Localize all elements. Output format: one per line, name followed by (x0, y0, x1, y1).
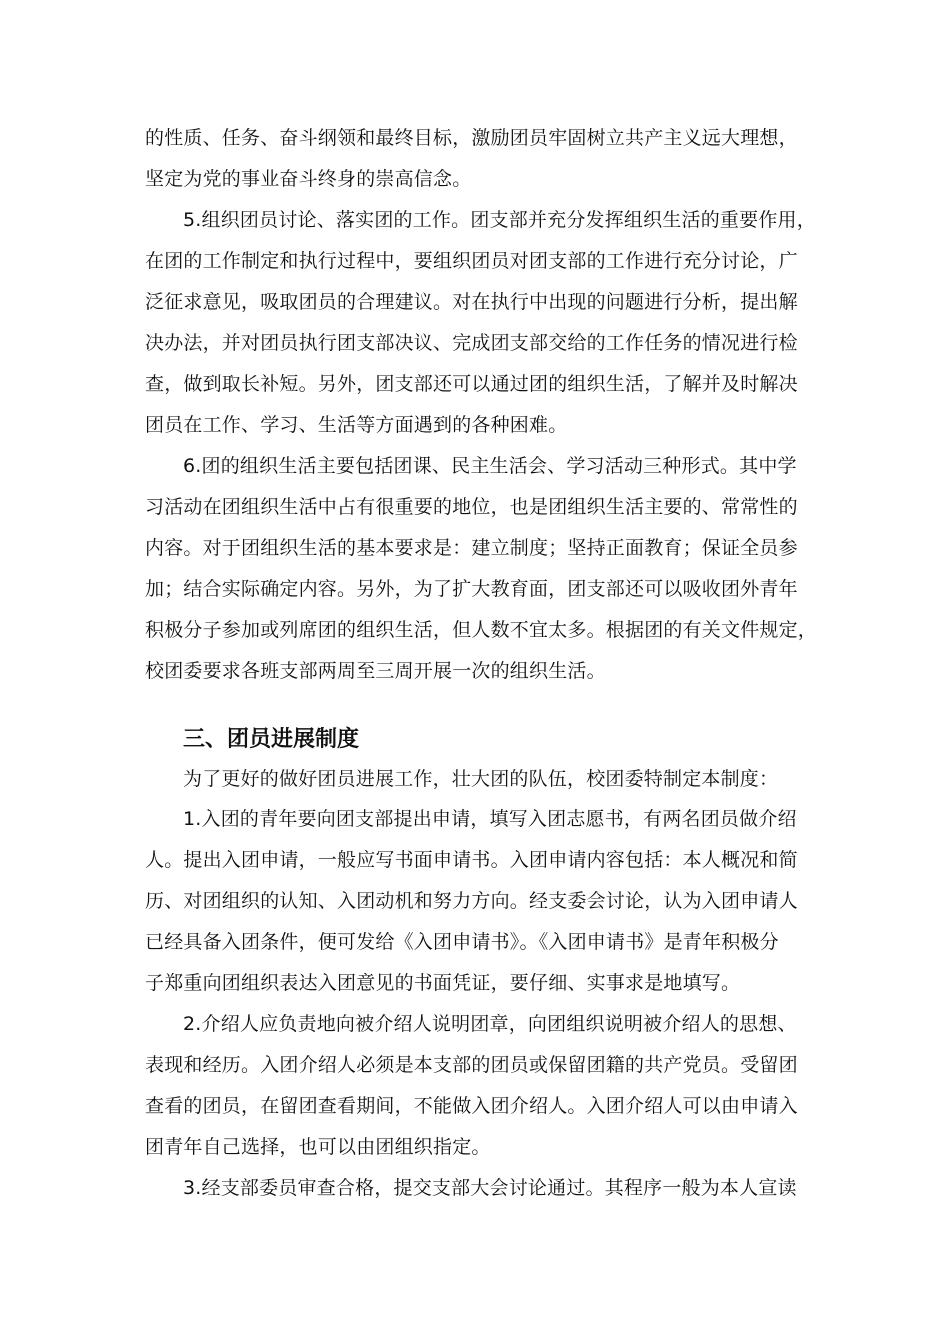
text-line: 查，做到取长补短。另外，团支部还可以通过团的组织生活，了解并及时解决 (145, 373, 798, 395)
text-line: 已经具备入团条件，便可发给《入团申请书》。《入团申请书》是青年积极分 (145, 931, 779, 953)
text-line: 人。提出入团申请，一般应写书面申请书。入团申请内容包括：本人概况和简 (145, 849, 798, 871)
text-line: 团员在工作、学习、生活等方面遇到的各种困难。 (145, 414, 568, 436)
text-line: 3.经支部委员审查合格，提交支部大会讨论通过。其程序一般为本人宣读 (183, 1177, 797, 1199)
intro-line: 为了更好的做好团员进展工作，壮大团的队伍，校团委特制定本制度： (183, 768, 779, 790)
text-line: 5.组织团员讨论、落实团的工作。团支部并充分发挥组织生活的重要作用， (183, 209, 816, 231)
text-line: 习活动在团组织生活中占有很重要的地位，也是团组织生活主要的、常常性的 (145, 496, 798, 518)
text-line: 表现和经历。入团介绍人必须是本支部的团员或保留团籍的共产党员。受留团 (145, 1054, 798, 1076)
text-line: 子郑重向团组织表达入团意见的书面凭证，要仔细、实事求是地填写。 (145, 972, 741, 994)
text-line: 团青年自己选择，也可以由团组织指定。 (145, 1136, 491, 1158)
text-line: 2.介绍人应负责地向被介绍人说明团章，向团组织说明被介绍人的思想、 (183, 1013, 797, 1035)
text-line: 历、对团组织的认知、入团动机和努力方向。经支委会讨论，认为入团申请人 (145, 890, 798, 912)
text-line: 校团委要求各班支部两周至三周开展一次的组织生活。 (145, 660, 606, 682)
text-line: 的性质、任务、奋斗纲领和最终目标，激励团员牢固树立共产主义远大理想， (145, 127, 798, 149)
text-line: 决办法，并对团员执行团支部决议、完成团支部交给的工作任务的情况进行检 (145, 332, 798, 354)
text-line: 积极分子参加或列席团的组织生活，但人数不宜太多。根据团的有关文件规定， (145, 619, 818, 641)
text-line: 加；结合实际确定内容。另外，为了扩大教育面，团支部还可以吸收团外青年 (145, 578, 798, 600)
text-line: 在团的工作制定和执行过程中，要组织团员对团支部的工作进行充分讨论，广 (145, 250, 798, 272)
text-line: 6.团的组织生活主要包括团课、民主生活会、学习活动三种形式。其中学 (183, 455, 797, 477)
text-line: 内容。对于团组织生活的基本要求是：建立制度；坚持正面教育；保证全员参 (145, 537, 798, 559)
text-line: 坚定为党的事业奋斗终身的崇高信念。 (145, 168, 472, 190)
text-line: 泛征求意见，吸取团员的合理建议。对在执行中出现的问题进行分析，提出解 (145, 291, 798, 313)
text-line: 1.入团的青年要向团支部提出申请，填写入团志愿书，有两名团员做介绍 (183, 808, 797, 830)
text-line: 查看的团员，在留团查看期间，不能做入团介绍人。入团介绍人可以由申请入 (145, 1095, 798, 1117)
section-heading: 三、团员进展制度 (183, 727, 360, 752)
